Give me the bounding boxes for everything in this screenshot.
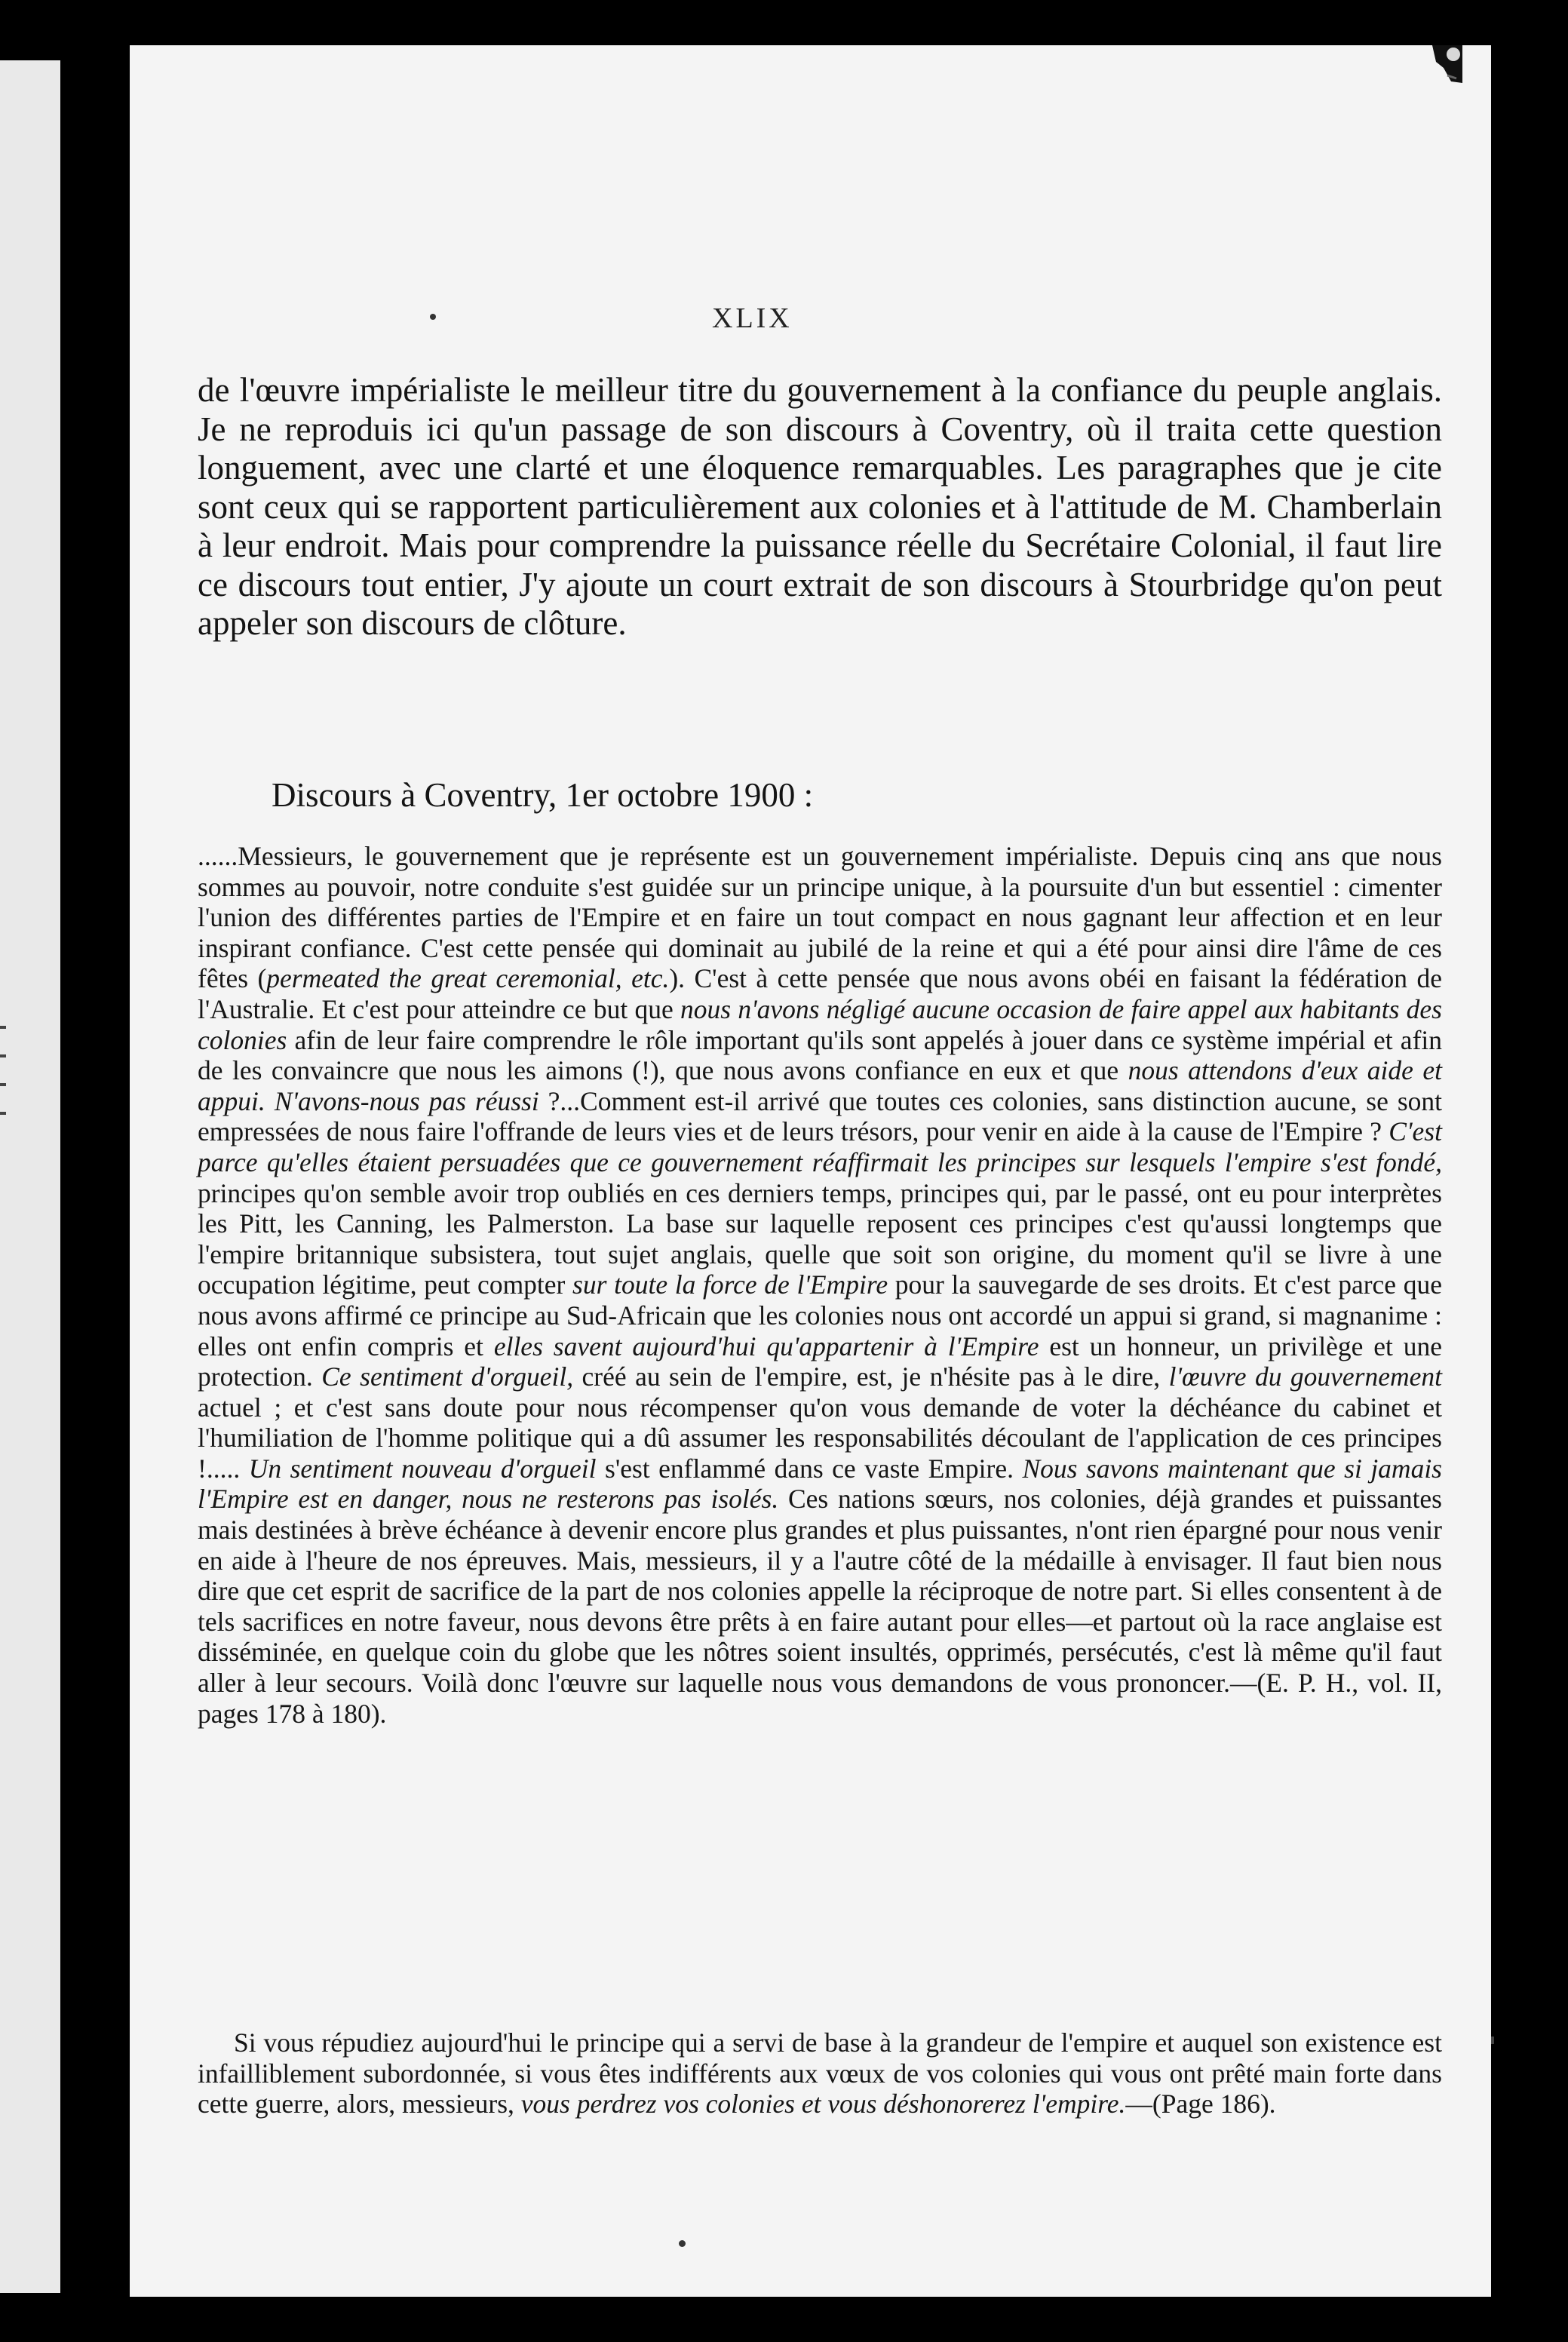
closing-italic: vous perdrez vos colonies et vous déshonorerez l'empire.: [520, 2089, 1126, 2119]
quote-italic: Ce sentiment d'orgueil,: [321, 1361, 574, 1392]
closing-paragraph: [198, 2027, 1442, 2119]
scanned-page: [130, 45, 1491, 2297]
quote-text: ?...Comment est-il arrivé que toutes ces colonies, sans distinction aucune, se sont empressées de nous faire l'offrande de leurs vies et de leurs trésors, pour venir en aide à la cause de l'Empire ?: [198, 1085, 1442, 1147]
quote-text: ). C'est à cette pensée que nous avons obéi en faisant la fédération de l'Australie. Et c'est pour atteindre ce but que: [198, 963, 1442, 1024]
quote-italic: Nous savons maintenant que si jamais l'Empire est en danger, nous ne resterons pas isolés.: [198, 1453, 1442, 1515]
quote-italic: l'œuvre du gouvernement: [1168, 1361, 1442, 1392]
speech-quote-paragraph: [198, 841, 1442, 1729]
quote-italic: nous n'avons négligé aucune occasion de faire appel aux habitants des colonies: [198, 993, 1442, 1055]
page-folio: XLIX: [712, 302, 793, 334]
quote-italic: permeated the great ceremonial, etc.: [266, 963, 670, 994]
quote-italic: sur toute la force de l'Empire: [572, 1269, 888, 1300]
quote-italic: C'est parce qu'elles étaient persuadées que ce gouvernement réaffirmait les principes sur lesquels l'empire s'est fondé,: [198, 1116, 1442, 1177]
quote-text: Ces nations sœurs, nos colonies, déjà grandes et puissantes mais destinées à brève échéance à devenir encore plus grandes et plus puissantes, n'ont rien épargné pour nous venir en aide à l'heure de nos épreuves. Mais, messieurs, il y a l'autre côté de la médaille à envisager. Il faut bien nous dire que cet esprit de sacrifice de la part de nos colonies appelle la réciproque de notre part. Si elles consentent à de tels sacrifices en notre faveur, nous devons être prêts à en faire autant pour elles—et partout où la race anglaise est disséminée, en quelque coin du globe que les nôtres soient insultés, opprimés, persécutés, c'est là même qu'il faut aller à leur secours. Voilà donc l'œuvre sur laquelle nous vous demandons de vous prononcer.—(E. P. H., vol. II, pages 178 à 180).: [198, 1484, 1442, 1729]
intro-paragraph: [198, 371, 1442, 643]
closing-text: Si vous répudiez aujourd'hui le principe qui a servi de base à la grandeur de l'empire et auquel son existence est infailliblement subordonnée, si vous êtes indifférents aux vœux de vos colonies qui vous ont prêté main forte dans cette guerre, alors, messieurs,: [198, 2027, 1442, 2119]
speech-quote: [198, 841, 1442, 1729]
quote-italic: elles savent aujourd'hui qu'appartenir à l'Empire: [493, 1331, 1039, 1361]
bottom-dot: [679, 2240, 686, 2247]
corner-blemish-icon: [1410, 45, 1462, 83]
quote-text: ......Messieurs, le gouvernement que je représente est un gouvernement impérialiste. Depuis cinq ans que nous sommes au pouvoir, notre conduite s'est guidée sur un principe unique, à la poursuite d'un but essentiel : cimenter l'union des différentes parties de l'Empire et en faire un tout compact en nous gagnant leur affection et en leur inspirant confiance. C'est cette pensée qui dominait au jubilé de la reine et qui a été pour ainsi dire l'âme de ces fêtes (: [198, 841, 1442, 994]
closing-paragraph-text: [198, 2027, 1442, 2119]
quote-text: s'est enflammé dans ce vaste Empire.: [596, 1453, 1023, 1484]
quote-text: actuel ; et c'est sans doute pour nous récompenser qu'on vous demande de voter la déchéance du cabinet et l'humiliation de l'homme politique qui a dû assumer les responsabilités découlant de l'application de ces principes !.....: [198, 1392, 1442, 1484]
margin-tick: [1491, 2037, 1494, 2044]
previous-page-edge: [0, 60, 60, 2293]
quote-text: afin de leur faire comprendre le rôle important qu'ils sont appelés à jouer dans ce système impérial et afin de les convaincre que nous les aimons (!), que nous avons confiance en eux et que: [198, 1024, 1442, 1086]
quote-text: pour la sauvegarde de ses droits. Et c'est parce que nous avons affirmé ce principe au Sud-Africain que les colonies nous ont accordé un appui si grand, si magnanime : elles ont enfin compris et: [198, 1269, 1442, 1361]
quote-text: créé au sein de l'empire, est, je n'hésite pas à le dire,: [573, 1361, 1169, 1392]
quote-text: principes qu'on semble avoir trop oubliés en ces derniers temps, principes qui, par le passé, ont eu pour interprètes les Pitt, les Canning, les Palmerston. La base sur laquelle reposent ces principes c'est qu'aussi longtemps que l'empire britannique subsistera, tout sujet anglais, quelle que soit son origine, du moment qu'il se livre à une occupation légitime, peut compter: [198, 1177, 1442, 1300]
folio-dot: [430, 314, 436, 320]
quote-text: est un honneur, un privilège et une protection.: [198, 1331, 1442, 1392]
closing-text: —(Page 186).: [1125, 2089, 1276, 2119]
intro-paragraph-text: de l'œuvre impérialiste le meilleur titre du gouvernement à la confiance du peuple anglais. Je ne reproduis ici qu'un passage de son discours à Coventry, où il traita cette question longuement, avec une clarté et une éloquence remarquables. Les paragraphes que je cite sont ceux qui se rapportent particulièrement aux colonies et à l'attitude de M. Chamberlain à leur endroit. Mais pour comprendre la puissance réelle du Secrétaire Colonial, il faut lire ce discours tout entier, J'y ajoute un court extrait de son discours à Stourbridge qu'on peut appeler son discours de clôture.: [198, 371, 1442, 642]
previous-page-marks: [0, 1026, 9, 1131]
quote-italic: Un sentiment nouveau d'orgueil: [248, 1453, 597, 1484]
speech-heading: Discours à Coventry, 1er octobre 1900 :: [272, 776, 814, 814]
quote-italic: nous attendons d'eux aide et appui. N'avons-nous pas réussi: [198, 1055, 1442, 1116]
